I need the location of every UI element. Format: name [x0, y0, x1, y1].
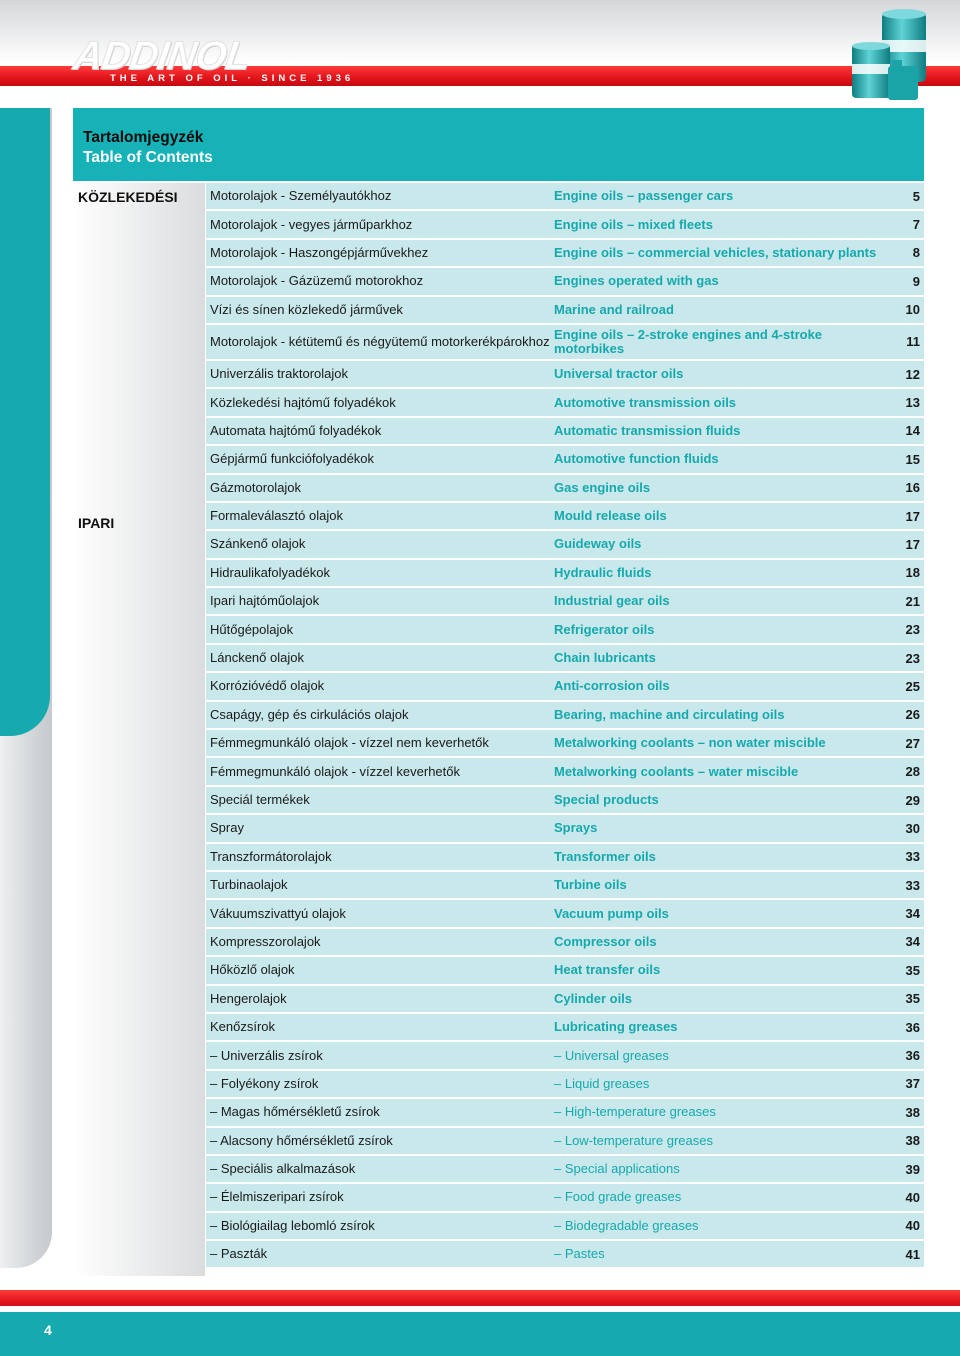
toc-row[interactable] [206, 211, 924, 237]
toc-page-number: 36 [905, 1019, 920, 1035]
toc-row[interactable] [206, 702, 924, 728]
toc-entry-hungarian: Vízi és sínen közlekedő járművek [210, 301, 403, 317]
toc-row[interactable] [206, 900, 924, 926]
toc-page-number: 37 [905, 1076, 920, 1092]
toc-entry-english: Sprays [554, 820, 598, 836]
toc-title-en: Table of Contents [83, 149, 213, 166]
toc-row[interactable] [206, 645, 924, 671]
toc-entry-english: Gas engine oils [554, 479, 651, 495]
toc-page-number: 12 [905, 366, 920, 382]
toc-entry-english: Engine oils – mixed fleets [554, 216, 713, 232]
toc-page-number: 40 [905, 1189, 920, 1205]
toc-page-number: 17 [905, 508, 920, 524]
toc-entry-hungarian: Spray [210, 820, 244, 836]
toc-entry-hungarian: Közlekedési hajtómű folyadékok [210, 394, 396, 410]
toc-page-number: 21 [905, 593, 920, 609]
toc-row[interactable] [206, 325, 924, 359]
toc-entry-hungarian: Fémmegmunkáló olajok - vízzel keverhetők [210, 763, 460, 779]
toc-page-number: 28 [905, 764, 920, 780]
toc-entry-hungarian: – Biológiailag lebomló zsírok [210, 1217, 375, 1233]
toc-row[interactable] [206, 389, 924, 415]
toc-entry-hungarian: – Magas hőmérsékletű zsírok [210, 1104, 380, 1120]
barrels-icon [848, 6, 934, 104]
toc-row[interactable] [206, 560, 924, 586]
toc-entry-english: Lubricating greases [554, 1019, 678, 1035]
toc-row[interactable] [206, 1071, 924, 1097]
toc-page-number: 35 [905, 991, 920, 1007]
toc-entry-hungarian: Gázmotorolajok [210, 479, 302, 495]
toc-entry-hungarian: Speciál termékek [210, 792, 310, 807]
logo-tagline: THE ART OF OIL · SINCE 1936 [110, 73, 355, 84]
toc-entry-english: Chain lubricants [554, 650, 656, 666]
toc-entry-english: Refrigerator oils [554, 621, 655, 637]
toc-row[interactable] [206, 1156, 924, 1182]
page-header [0, 0, 960, 90]
toc-entry-english: Bearing, machine and circulating oils [554, 706, 785, 722]
toc-entry-hungarian: – Speciális alkalmazások [210, 1161, 356, 1177]
toc-entry-hungarian: Motorolajok - vegyes járműparkhoz [210, 216, 413, 232]
toc-entry-english: – Special applications [554, 1161, 680, 1177]
toc-entry-hungarian: Automata hajtómű folyadékok [210, 422, 382, 438]
toc-entry-english: Engine oils – commercial vehicles, stationary plants [554, 244, 877, 260]
category-industrial: IPARI [78, 515, 115, 531]
toc-row[interactable] [206, 957, 924, 983]
toc-entry-english: Mould release oils [554, 508, 667, 524]
toc-row[interactable] [206, 1099, 924, 1125]
toc-entry-hungarian: Kenőzsírok [210, 1019, 276, 1035]
toc-row[interactable] [206, 446, 924, 472]
toc-row[interactable] [206, 673, 924, 699]
toc-entry-hungarian: Transzformátorolajok [210, 848, 332, 864]
toc-entry-english: Vacuum pump oils [554, 905, 669, 921]
toc-entry-english: Automotive function fluids [554, 451, 719, 467]
toc-entry-english: – Biodegradable greases [554, 1217, 699, 1233]
toc-entry-hungarian: Korrózióvédő olajok [210, 678, 325, 694]
toc-entry-english: Industrial gear oils [554, 593, 670, 609]
toc-page-number: 8 [912, 245, 920, 261]
toc-entry-english: Engine oils – passenger cars [554, 188, 734, 204]
toc-page-number: 27 [905, 735, 920, 751]
toc-entry-english: – High-temperature greases [554, 1104, 716, 1120]
toc-entry-hungarian: Hűtőgépolajok [210, 621, 294, 637]
toc-entry-english: Anti-corrosion oils [554, 678, 670, 694]
toc-entry-hungarian: Turbinaolajok [210, 877, 288, 893]
addinol-logo [70, 34, 355, 84]
toc-entry-hungarian: Motorolajok - Haszongépjárművekhez [210, 244, 429, 260]
toc-entry-hungarian: – Élelmiszeripari zsírok [210, 1189, 344, 1205]
toc-page-number: 29 [905, 792, 920, 808]
toc-row[interactable] [206, 986, 924, 1012]
toc-page-number: 34 [905, 934, 920, 950]
toc-page-number: 30 [905, 820, 920, 836]
toc-row[interactable] [206, 929, 924, 955]
toc-entry-hungarian: Motorolajok - Személyautókhoz [210, 188, 392, 204]
toc-entry-hungarian: Kompresszorolajok [210, 933, 321, 949]
left-teal-tab [0, 108, 50, 736]
toc-row[interactable] [206, 1128, 924, 1154]
toc-entry-english: Automotive transmission oils [554, 394, 737, 410]
toc-entry-english: Metalworking coolants – water miscible [554, 763, 799, 779]
toc-page-number: 16 [905, 480, 920, 496]
logo-wordmark: ADDINOL [70, 34, 253, 78]
toc-row[interactable] [206, 730, 924, 756]
toc-entry-hungarian: Hőközlő olajok [210, 962, 295, 978]
toc-entry-english: Universal tractor oils [554, 366, 684, 382]
toc-entry-english: Turbine oils [554, 877, 627, 893]
toc-row[interactable] [206, 183, 924, 209]
toc-rows [206, 183, 924, 1269]
toc-row[interactable] [206, 1014, 924, 1040]
toc-entry-hungarian: – Folyékony zsírok [210, 1075, 319, 1091]
toc-entry-hungarian: – Alacsony hőmérsékletű zsírok [210, 1132, 393, 1148]
toc-entry-hungarian: Fémmegmunkáló olajok - vízzel nem keverhetők [210, 735, 489, 751]
toc-entry-hungarian: Szánkenő olajok [210, 536, 306, 552]
toc-entry-hungarian: Motorolajok - kétütemű és négyütemű motorkerékpárokhoz [210, 333, 550, 349]
toc-entry-hungarian: Vákuumszivattyú olajok [210, 905, 346, 921]
toc-entry-hungarian: Hengerolajok [210, 990, 287, 1006]
toc-entry-hungarian: Ipari hajtóműolajok [210, 593, 320, 609]
toc-page-number: 41 [905, 1246, 920, 1262]
toc-entry-hungarian: – Univerzális zsírok [210, 1047, 323, 1063]
toc-page-number: 23 [905, 650, 920, 666]
toc-row[interactable] [206, 1184, 924, 1210]
toc-row[interactable] [206, 531, 924, 557]
toc-page-number: 15 [905, 451, 920, 467]
toc-entry-english: Transformer oils [554, 848, 656, 864]
toc-entry-english: Engine oils – 2-stroke engines and 4-stroke motorbikes [554, 326, 823, 356]
toc-entry-english: Compressor oils [554, 933, 657, 949]
toc-row[interactable] [206, 297, 924, 323]
toc-page-number: 38 [905, 1104, 920, 1120]
toc-row[interactable] [206, 418, 924, 444]
toc-row[interactable] [206, 1213, 924, 1239]
toc-entry-english: Hydraulic fluids [554, 564, 652, 580]
toc-row[interactable] [206, 787, 924, 813]
toc-page-number: 34 [905, 906, 920, 922]
toc-entry-english: – Pastes [554, 1246, 605, 1262]
toc-entry-english: Guideway oils [554, 536, 642, 552]
toc-row[interactable] [206, 361, 924, 387]
toc-entry-hungarian: Univerzális traktorolajok [210, 366, 348, 382]
toc-entry-hungarian: Csapágy, gép és cirkulációs olajok [210, 706, 409, 722]
toc-row[interactable] [206, 1241, 924, 1267]
toc-entry-english: Special products [554, 792, 659, 807]
toc-row[interactable] [206, 815, 924, 841]
toc-row[interactable] [206, 475, 924, 501]
toc-title-hu: Tartalomjegyzék [83, 129, 204, 146]
toc-row[interactable] [206, 616, 924, 642]
toc-row[interactable] [206, 1042, 924, 1068]
toc-entry-english: – Universal greases [554, 1047, 669, 1063]
toc-page-number: 7 [912, 217, 920, 233]
toc-page-number: 14 [905, 423, 920, 439]
toc-entry-hungarian: Gépjármű funkciófolyadékok [210, 451, 375, 467]
toc-title [83, 128, 213, 168]
toc-entry-hungarian: Hidraulikafolyadékok [210, 564, 330, 580]
toc-row[interactable] [206, 588, 924, 614]
toc-page-number: 11 [906, 334, 920, 350]
toc-row[interactable] [206, 268, 924, 294]
toc-row[interactable] [206, 503, 924, 529]
toc-entry-english: – Food grade greases [554, 1189, 682, 1205]
toc-page-number: 23 [905, 622, 920, 638]
toc-row[interactable] [206, 758, 924, 784]
toc-entry-english: – Low-temperature greases [554, 1132, 713, 1148]
toc-page-number: 38 [905, 1133, 920, 1149]
toc-entry-english: – Liquid greases [554, 1075, 650, 1091]
toc-page-number: 40 [905, 1218, 920, 1234]
page-number: 4 [44, 1322, 52, 1338]
toc-entry-hungarian: Formaleválasztó olajok [210, 508, 343, 524]
toc-entry-english: Marine and railroad [554, 301, 674, 317]
toc-entry-english: Automatic transmission fluids [554, 422, 741, 438]
toc-header [73, 108, 924, 181]
toc-entry-hungarian: – Paszták [210, 1246, 268, 1262]
toc-page-number: 10 [905, 302, 920, 318]
toc-row[interactable] [206, 240, 924, 266]
footer-band [0, 1312, 960, 1356]
toc-entry-hungarian: Lánckenő olajok [210, 650, 304, 666]
toc-page-number: 36 [905, 1048, 920, 1064]
toc-page-number: 5 [912, 188, 920, 204]
toc-entry-english: Cylinder oils [554, 990, 633, 1006]
category-column [73, 183, 205, 1276]
toc-entry-english: Heat transfer oils [554, 962, 661, 978]
toc-page-number: 33 [905, 877, 920, 893]
toc-page-number: 17 [905, 536, 920, 552]
toc-entry-english: Metalworking coolants – non water miscible [554, 735, 826, 751]
toc-page-number: 9 [912, 273, 920, 289]
toc-page-number: 33 [905, 849, 920, 865]
toc-page-number: 26 [905, 707, 920, 723]
toc-entry-english: Engines operated with gas [554, 273, 719, 289]
toc-entry-hungarian: Motorolajok - Gázüzemű motorokhoz [210, 273, 424, 289]
toc-row[interactable] [206, 872, 924, 898]
toc-page-number: 13 [905, 395, 920, 411]
toc-page-number: 18 [905, 565, 920, 581]
toc-page-number: 35 [905, 962, 920, 978]
toc-page-number: 25 [905, 678, 920, 694]
category-transport: KÖZLEKEDÉSI [78, 189, 178, 205]
toc-row[interactable] [206, 844, 924, 870]
toc-page-number: 39 [905, 1161, 920, 1177]
